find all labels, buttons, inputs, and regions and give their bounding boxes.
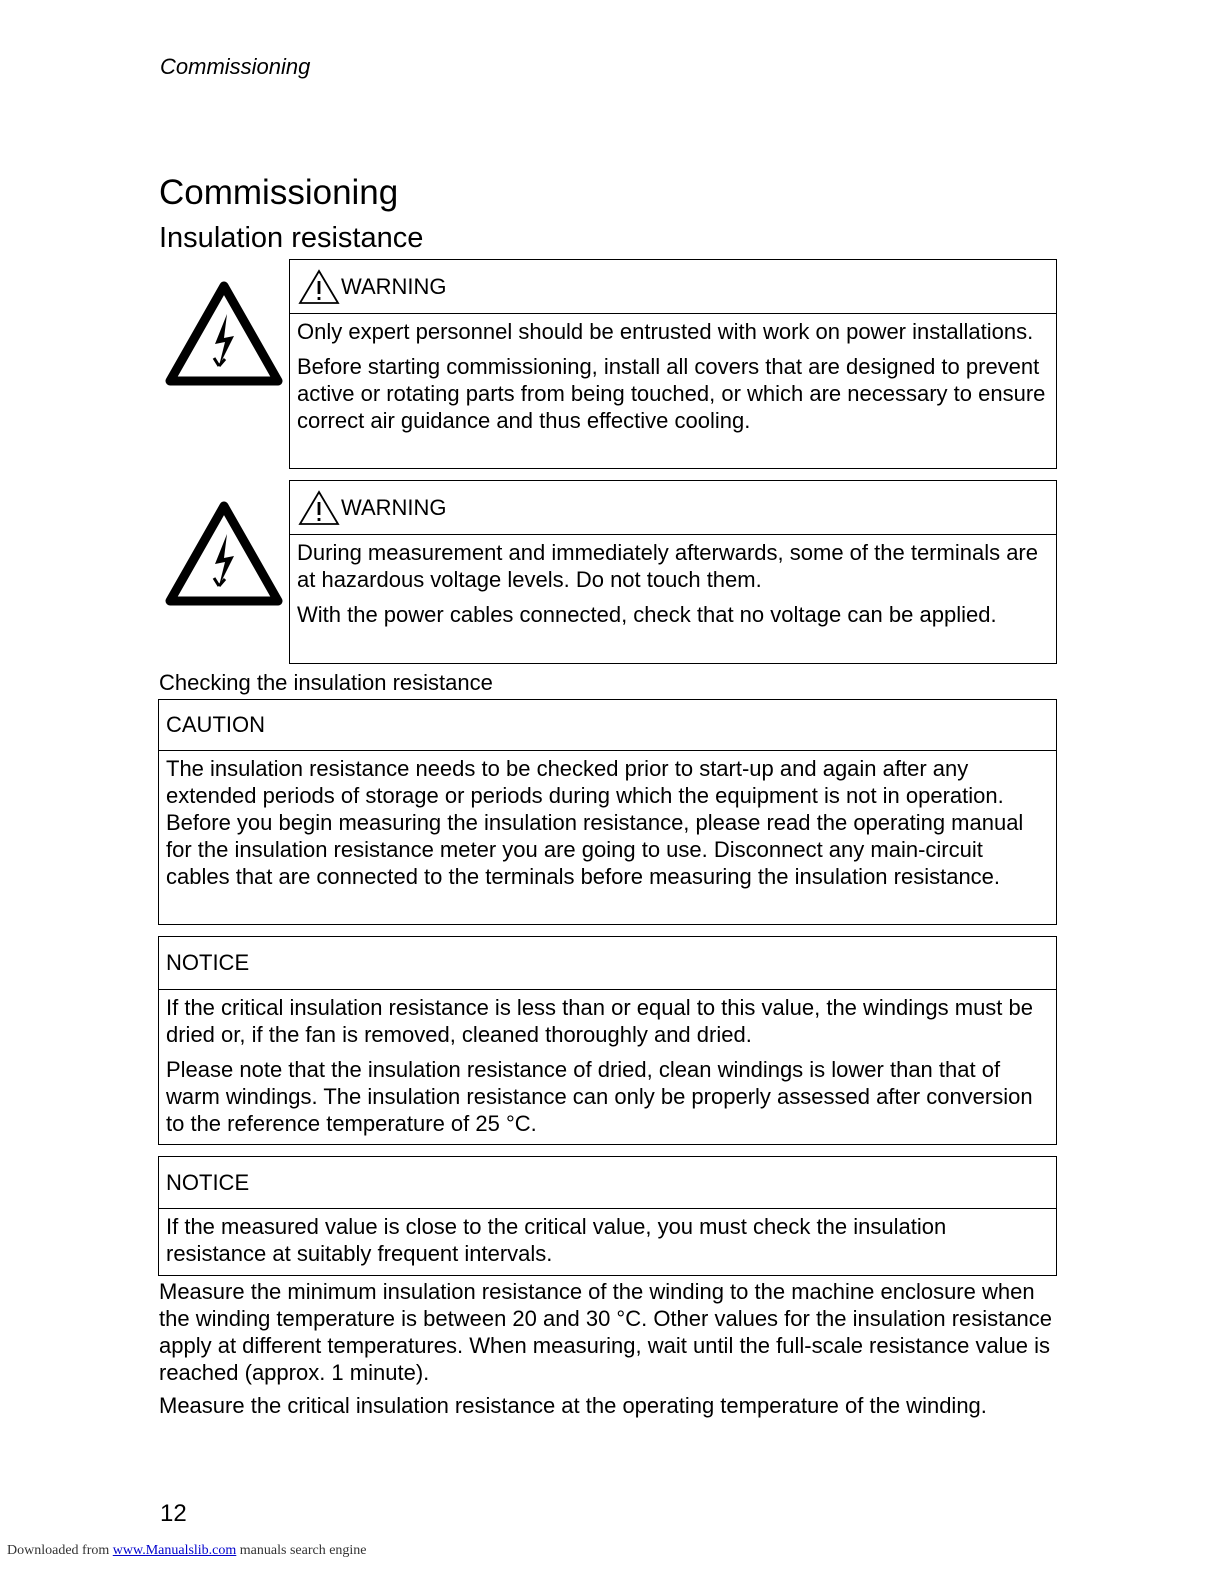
body-paragraph: Measure the critical insulation resistance at the operating temperature of the winding. [159, 1393, 987, 1418]
high-voltage-warning-icon [165, 280, 283, 388]
warning-body-1 [290, 314, 1056, 434]
notice-1-paragraph: If the critical insulation resistance is less than or equal to this value, the windings must be dried or, if the fan is removed, cleaned thoroughly and dried. [166, 995, 1034, 1047]
caution-header [159, 700, 1056, 751]
warning-1-paragraph: Before starting commissioning, install all covers that are designed to prevent active or rotating parts from being touched, or which are necessary to ensure correct air guidance and thus effective cooling. [297, 354, 1046, 433]
notice-label-1: NOTICE [166, 950, 250, 975]
warning-header-2 [290, 481, 1056, 535]
section-title: Insulation resistance [159, 222, 424, 254]
notice-box-1 [158, 936, 1057, 1145]
warning-2-paragraph: With the power cables connected, check that no voltage can be applied. [297, 602, 997, 627]
warning-label-1: WARNING [341, 273, 447, 299]
warning-box-2 [289, 480, 1057, 664]
manualslib-link[interactable]: www.Manualslib.com [112, 1543, 237, 1558]
caution-label: CAUTION [166, 712, 265, 737]
notice-2-text: If the measured value is close to the critical value, you must check the insulation resistance at suitably frequent intervals. [166, 1214, 947, 1266]
body-text [159, 1278, 1059, 1425]
caution-text: The insulation resistance needs to be checked prior to start-up and again after any extended periods of storage or periods during which the equipment is not in operation. Before you begin measuring the insulation resistance, please read the operating manual for the insulation resistance meter you are going to use. Disconnect any main-circuit cables that are connected to the terminals before measuring the insulation resistance. [166, 756, 1024, 889]
high-voltage-warning-icon [165, 500, 283, 608]
warning-label-2: WARNING [341, 494, 447, 520]
body-paragraph: Measure the minimum insulation resistance of the winding to the machine enclosure when the winding temperature is between 20 and 30 °C. Other values for the insulation resistance apply at different temperatures. When measuring, wait until the full-scale resistance value is reached (approx. 1 minute). [159, 1279, 1052, 1385]
notice-header-2 [159, 1157, 1056, 1209]
notice-label-2: NOTICE [166, 1169, 250, 1195]
notice-header-1 [159, 937, 1056, 990]
warning-header-1 [290, 260, 1056, 314]
notice-1-paragraph: Please note that the insulation resistance of dried, clean windings is lower than that of warm windings. The insulation resistance can only be properly assessed after conversion to the reference temperature of 25 °C. [166, 1057, 1033, 1136]
caution-body [159, 751, 1056, 890]
footer-suffix: manuals search engine [239, 1543, 367, 1558]
warning-box-1 [289, 259, 1057, 469]
subheading: Checking the insulation resistance [159, 670, 493, 695]
warning-triangle-icon [297, 489, 341, 527]
page-title: Commissioning [159, 173, 399, 212]
notice-body-1 [159, 990, 1056, 1137]
download-footer [7, 1543, 367, 1559]
page-number: 12 [160, 1500, 187, 1527]
warning-triangle-icon [297, 268, 341, 306]
caution-box [158, 699, 1057, 925]
warning-body-2 [290, 535, 1056, 628]
warning-1-paragraph: Only expert personnel should be entrusted with work on power installations. [297, 319, 1034, 344]
notice-body-2 [159, 1209, 1056, 1267]
footer-prefix: Downloaded from [7, 1543, 110, 1558]
running-header: Commissioning [160, 54, 311, 79]
notice-box-2 [158, 1156, 1057, 1276]
warning-2-paragraph: During measurement and immediately afterwards, some of the terminals are at hazardous voltage levels. Do not touch them. [297, 540, 1038, 592]
